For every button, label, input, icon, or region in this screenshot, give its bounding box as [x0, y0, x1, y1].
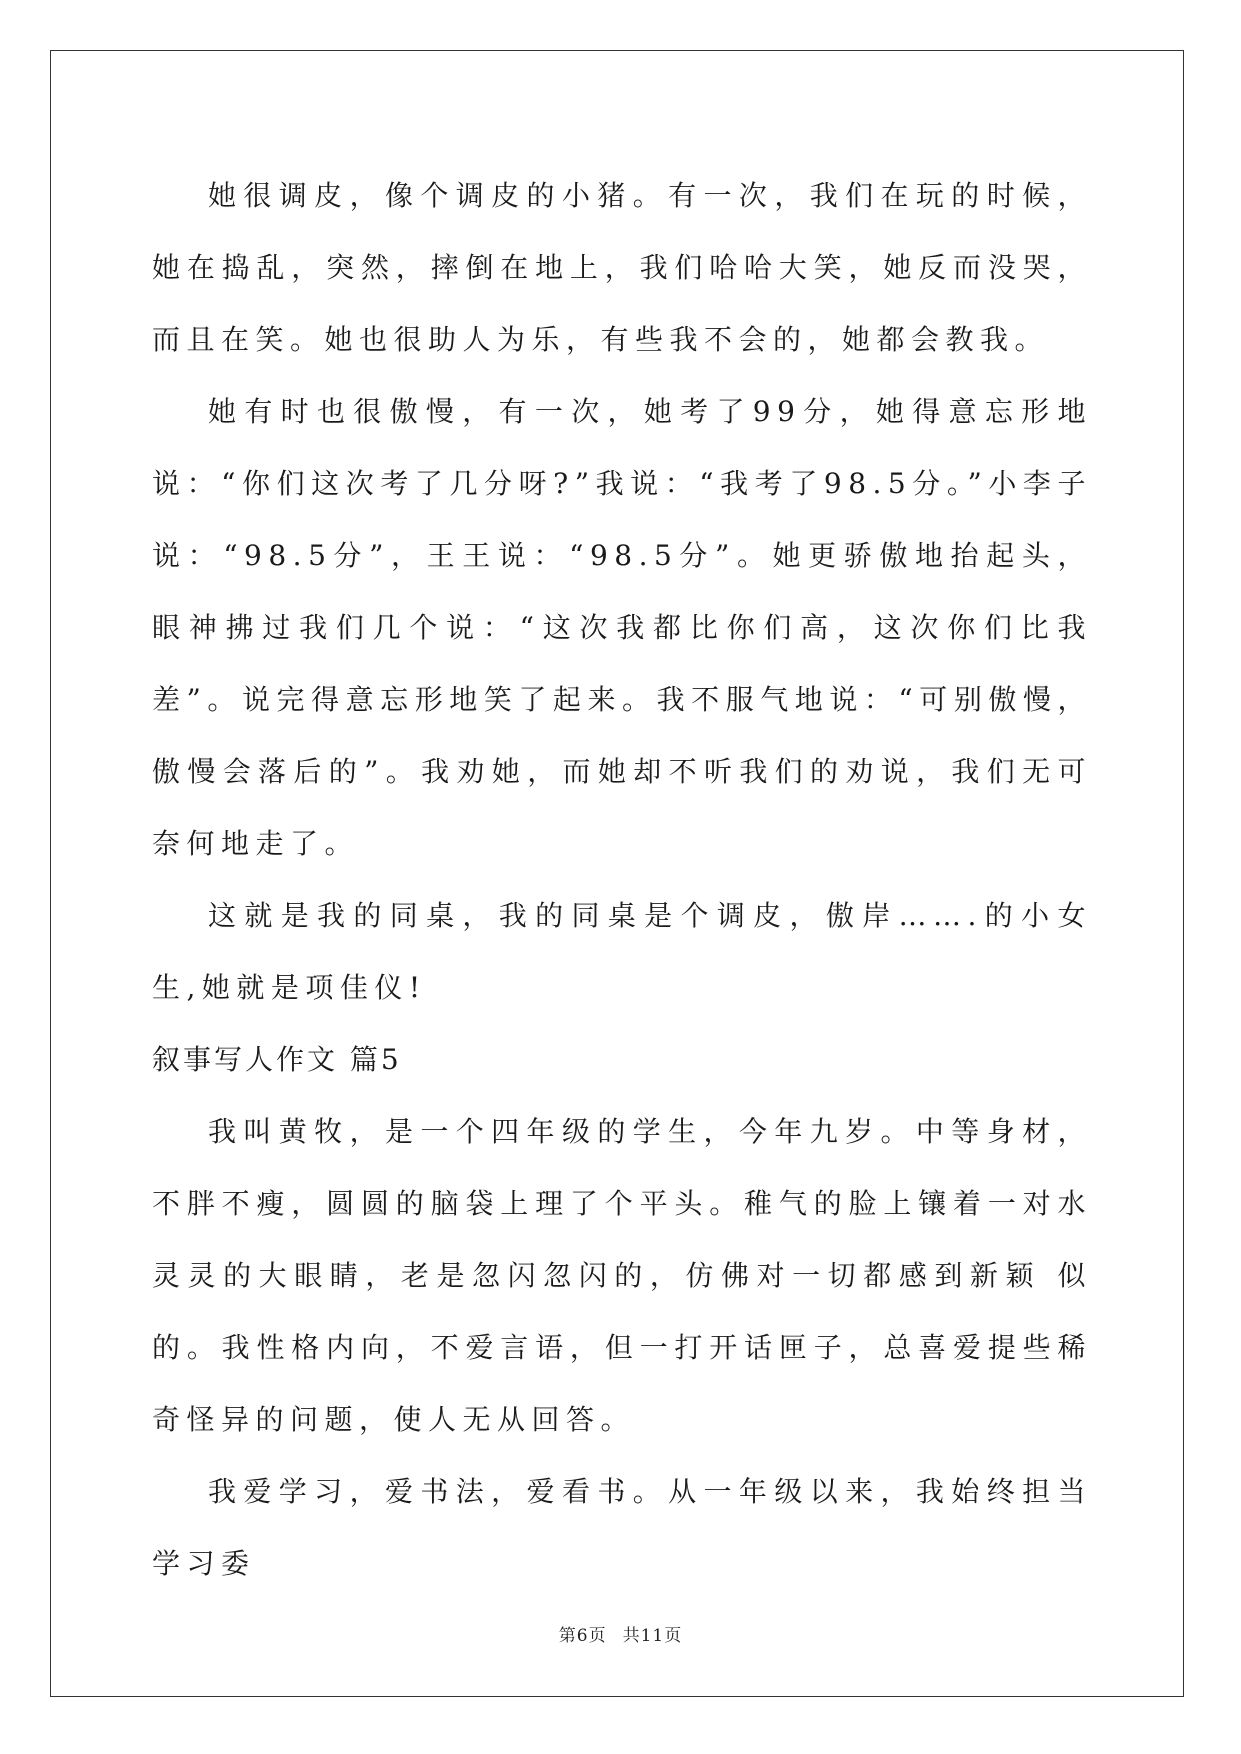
section-heading: 叙事写人作文 篇5: [152, 1043, 402, 1076]
document-body: [152, 160, 1092, 1600]
paragraph: 她有时也很傲慢，有一次，她考了99分，她得意忘形地说：“你们这次考了几分呀?”我说：“我考了98.5分。”小李子说：“98.5分”，王王说：“98.5分”。她更骄傲地抬起头，眼神拂过我们几个说：“这次我都比你们高，这次你们比我差”。说完得意忘形地笑了起来。我不服气地说：“可别傲慢，傲慢会落后的”。我劝她，而她却不听我们的劝说，我们无可奈何地走了。: [152, 395, 1092, 860]
page-footer: [0, 1621, 1241, 1646]
paragraph: 我叫黄牧，是一个四年级的学生，今年九岁。中等身材，不胖不瘦，圆圆的脑袋上理了个平头。稚气的脸上镶着一对水灵灵的大眼睛，老是忽闪忽闪的，仿佛对一切都感到新颖 似的。我性格内向，不爱言语，但一打开话匣子，总喜爱提些稀奇怪异的问题，使人无从回答。: [152, 1115, 1092, 1436]
total-pages: 共11页: [622, 1626, 683, 1646]
page-number: 第6页: [558, 1626, 607, 1646]
paragraph: 我爱学习，爱书法，爱看书。从一年级以来，我始终担当学习委: [152, 1475, 1092, 1580]
paragraph: 她很调皮，像个调皮的小猪。有一次，我们在玩的时候，她在捣乱，突然，摔倒在地上，我们哈哈大笑，她反而没哭，而且在笑。她也很助人为乐，有些我不会的，她都会教我。: [152, 179, 1092, 356]
paragraph: 这就是我的同桌，我的同桌是个调皮，傲岸…….的小女生,她就是项佳仪!: [152, 899, 1092, 1004]
